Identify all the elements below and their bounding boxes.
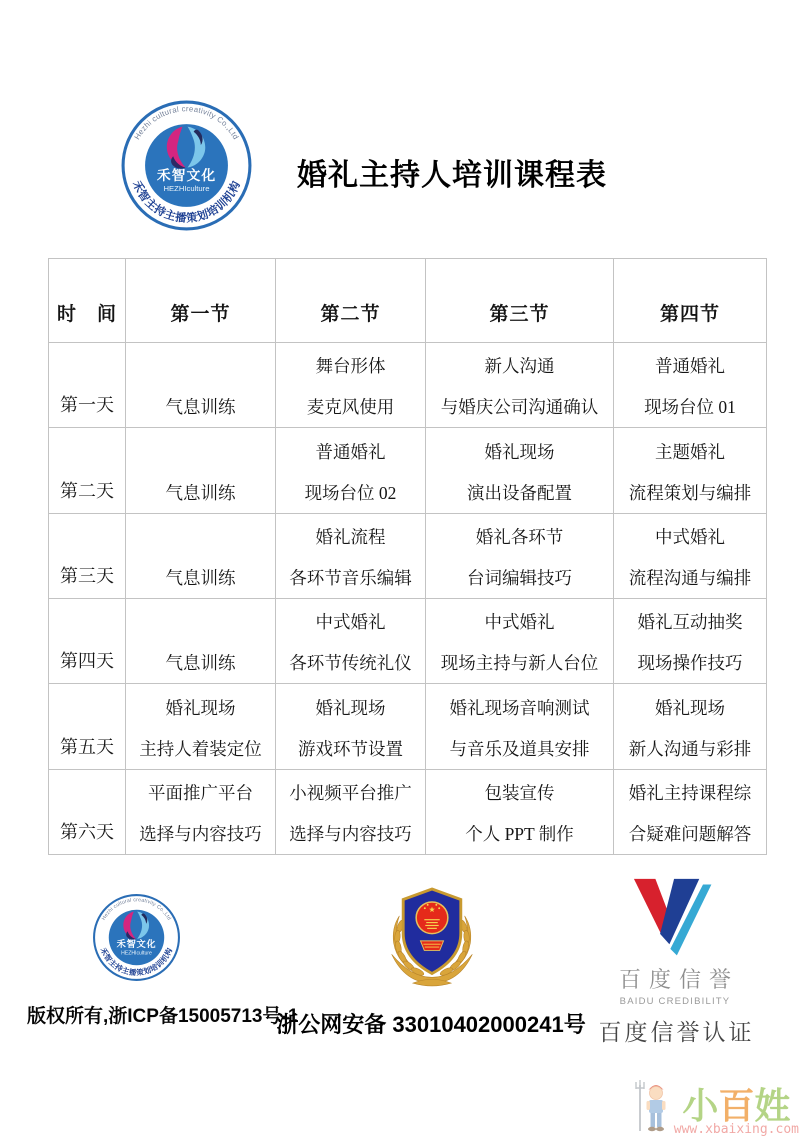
watermark-url: www.xbaixing.com xyxy=(673,1122,799,1137)
cell-line: 选择与内容技巧 xyxy=(139,824,262,844)
cell-line: 婚礼现场 xyxy=(165,697,236,718)
cell-line: 合疑难问题解答 xyxy=(628,824,752,844)
cell-line: 选择与内容技巧 xyxy=(289,824,412,844)
table-cell xyxy=(614,513,767,598)
cell-line: 中式婚礼 xyxy=(655,526,725,547)
table-cell xyxy=(276,684,426,769)
cell-line: 婚礼现场 xyxy=(315,697,386,718)
cell-line: 演出设备配置 xyxy=(467,482,572,503)
cell-line: 婚礼现场音响测试 xyxy=(449,697,590,718)
table-cell xyxy=(276,769,426,854)
cell-line: 婚礼主持课程综 xyxy=(628,783,752,803)
cell-line: 普通婚礼 xyxy=(315,441,386,462)
watermark-site-name xyxy=(674,1085,799,1126)
table-row-day4 xyxy=(49,598,767,683)
cell-line: 现场操作技巧 xyxy=(637,653,743,674)
cell-line: 婚礼各环节 xyxy=(475,526,564,547)
column-header-period2: 第二节 xyxy=(276,259,426,343)
table-cell xyxy=(126,343,276,428)
table-cell xyxy=(276,343,426,428)
cell-line: 个人 PPT 制作 xyxy=(465,824,574,844)
watermark-char: 百 xyxy=(718,1085,755,1126)
site-watermark xyxy=(633,1079,799,1137)
cell-line: 舞台形体 xyxy=(315,356,386,377)
hezhi-logo xyxy=(120,99,253,232)
table-cell xyxy=(126,769,276,854)
column-header-time: 时 间 xyxy=(49,259,126,343)
column-header-period1: 第一节 xyxy=(126,259,276,343)
table-cell xyxy=(614,343,767,428)
baidu-credibility-en: BAIDU CREDIBILITY xyxy=(619,996,731,1007)
table-cell xyxy=(614,769,767,854)
cell-line: 中式婚礼 xyxy=(484,612,555,633)
cell-line: 气息训练 xyxy=(165,482,236,503)
table-cell xyxy=(426,684,614,769)
cell-line: 中式婚礼 xyxy=(315,612,386,633)
cell-line: 新人沟通与彩排 xyxy=(628,738,752,759)
hezhi-logo-small xyxy=(92,893,181,982)
cell-line: 现场主持与新人台位 xyxy=(440,653,599,674)
cell-line: 流程策划与编排 xyxy=(628,482,752,503)
table-cell xyxy=(426,513,614,598)
cell-line: 与婚庆公司沟通确认 xyxy=(440,397,599,418)
table-cell xyxy=(276,598,426,683)
cell-line: 现场台位 02 xyxy=(304,482,397,503)
police-badge-icon xyxy=(384,881,480,993)
column-header-period3: 第三节 xyxy=(426,259,614,343)
cell-line: 气息训练 xyxy=(165,397,236,418)
day-cell: 第四天 xyxy=(49,598,126,683)
table-cell xyxy=(426,598,614,683)
baidu-credibility-cn: 百度信誉 xyxy=(618,967,739,992)
course-table xyxy=(48,258,767,855)
copyright-text: 版权所有,浙ICP备15005713号-1 xyxy=(27,1006,299,1027)
table-cell xyxy=(126,513,276,598)
cell-line: 小视频平台推广 xyxy=(289,783,412,803)
table-cell xyxy=(276,513,426,598)
table-cell xyxy=(426,343,614,428)
table-cell xyxy=(126,428,276,513)
table-row-day5 xyxy=(49,684,767,769)
farmer-mascot-icon xyxy=(633,1079,673,1137)
page-title: 婚礼主持人培训课程表 xyxy=(297,159,607,192)
cell-line: 主题婚礼 xyxy=(655,441,725,462)
table-cell xyxy=(614,428,767,513)
cell-line: 流程沟通与编排 xyxy=(628,567,752,588)
cell-line: 台词编辑技巧 xyxy=(467,567,572,588)
cell-line: 游戏环节设置 xyxy=(298,738,403,759)
cell-line: 包装宣传 xyxy=(484,783,555,803)
cell-line: 主持人着装定位 xyxy=(139,738,262,759)
table-cell xyxy=(126,684,276,769)
baidu-credibility-icon xyxy=(628,877,722,961)
cell-line: 平面推广平台 xyxy=(148,783,253,803)
table-cell xyxy=(426,769,614,854)
table-row-day3 xyxy=(49,513,767,598)
cell-line: 婚礼现场 xyxy=(484,441,555,462)
table-cell xyxy=(276,428,426,513)
cell-line: 气息训练 xyxy=(165,653,236,674)
day-cell: 第五天 xyxy=(49,684,126,769)
day-cell: 第一天 xyxy=(49,343,126,428)
baidu-cert-label: 百度信誉认证 xyxy=(598,1019,755,1045)
day-cell: 第六天 xyxy=(49,769,126,854)
cell-line: 各环节音乐编辑 xyxy=(289,567,412,588)
column-header-period4: 第四节 xyxy=(614,259,767,343)
cell-line: 气息训练 xyxy=(165,567,236,588)
day-cell: 第二天 xyxy=(49,428,126,513)
cell-line: 普通婚礼 xyxy=(655,356,725,377)
table-cell xyxy=(126,598,276,683)
table-cell xyxy=(614,684,767,769)
cell-line: 婚礼现场 xyxy=(655,697,725,718)
cell-line: 婚礼互动抽奖 xyxy=(637,612,743,633)
table-row-day1 xyxy=(49,343,767,428)
cell-line: 麦克风使用 xyxy=(306,397,395,418)
table-row-day2 xyxy=(49,428,767,513)
watermark-char: 姓 xyxy=(754,1085,791,1126)
day-cell: 第三天 xyxy=(49,513,126,598)
table-row-day6 xyxy=(49,769,767,854)
police-record-text: 浙公网安备 33010402000241号 xyxy=(276,1012,586,1037)
cell-line: 与音乐及道具安排 xyxy=(449,738,590,759)
cell-line: 现场台位 01 xyxy=(644,397,736,418)
cell-line: 各环节传统礼仪 xyxy=(289,653,412,674)
baidu-credibility-block xyxy=(595,877,755,1047)
watermark-char: 小 xyxy=(682,1085,719,1126)
table-cell xyxy=(614,598,767,683)
cell-line: 新人沟通 xyxy=(484,356,555,377)
table-cell xyxy=(426,428,614,513)
cell-line: 婚礼流程 xyxy=(315,526,386,547)
header-row xyxy=(49,259,767,343)
